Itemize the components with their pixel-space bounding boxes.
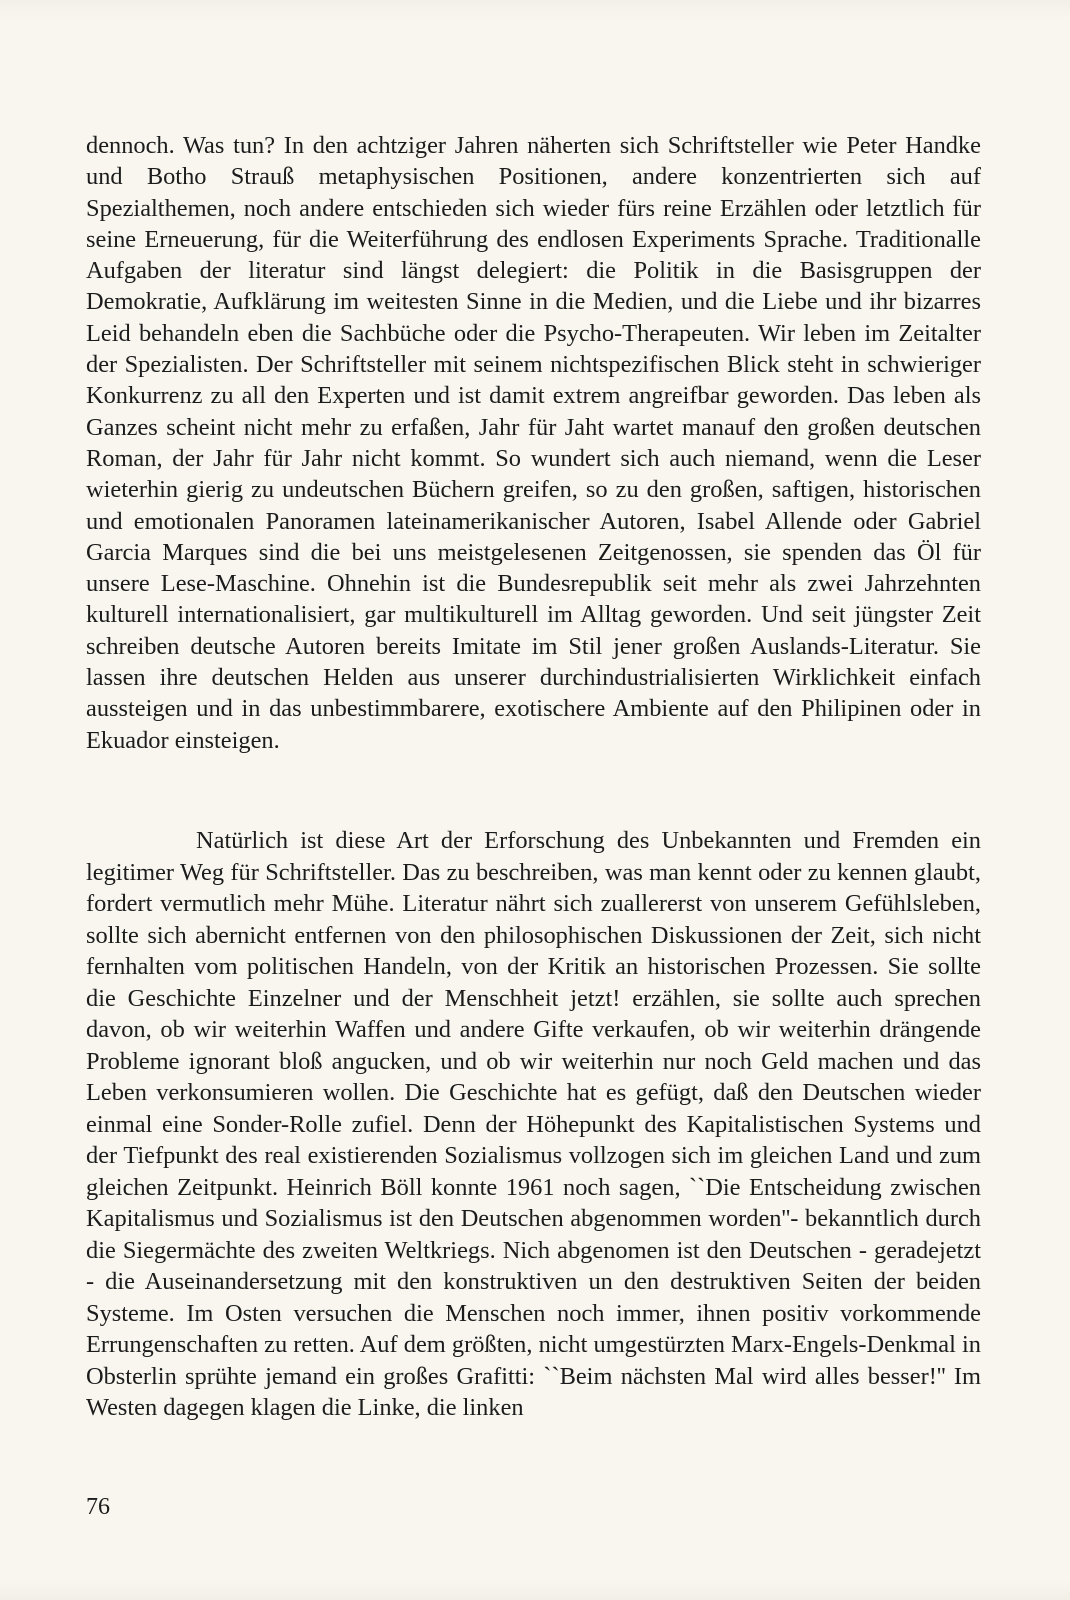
body-text-column-2 — [86, 825, 981, 1424]
page-number: 76 — [86, 1494, 110, 1520]
paragraph-1: dennoch. Was tun? In den achtziger Jahren näherten sich Schriftsteller wie Peter Handke und Botho Strauß metaphysischen Positionen, andere konzentrierten sich auf Spezialthemen, noch andere entschieden sich wieder fürs reine Erzählen oder letztlich für seine Erneuerung, für die Weiterführung des endlosen Experiments Sprache. Traditionalle Aufgaben der literatur sind längst delegiert: die Politik in die Basisgruppen der Demokratie, Aufklärung im weitesten Sinne in die Medien, und die Liebe und ihr bizarres Leid behandeln eben die Sachbüche oder die Psycho-Therapeuten. Wir leben im Zeitalter der Spezialisten. Der Schriftsteller mit seinem nichtspezifischen Blick steht in schwieriger Konkurrenz zu all den Experten und ist damit extrem angreifbar geworden. Das leben als Ganzes scheint nicht mehr zu erfaßen, Jahr für Jaht wartet manauf den großen deutschen Roman, der Jahr für Jahr nicht kommt. So wundert sich auch niemand, wenn die Leser wieterhin gierig zu undeutschen Büchern greifen, so zu den großen, saftigen, historischen und emotionalen Panoramen lateinamerikanischer Autoren, Isabel Allende oder Gabriel Garcia Marques sind die bei uns meistgelesenen Zeitgenossen, sie spenden das Öl für unsere Lese-Maschine. Ohnehin ist die Bundesrepublik seit mehr als zwei Jahrzehnten kulturell internationalisiert, gar multikulturell im Alltag geworden. Und seit jüngster Zeit schreiben deutsche Autoren bereits Imitate im Stil jener großen Auslands-Literatur. Sie lassen ihre deutschen Helden aus unserer durchindustrialisierten Wirklichkeit einfach aussteigen und in das unbestimmbarere, exotischere Ambiente auf den Philipinen oder in Ekuador einsteigen. — [86, 132, 981, 754]
paragraph-2: Natürlich ist diese Art der Erforschung des Unbekannten und Fremden ein legitimer Weg für Schriftsteller. Das zu beschreiben, was man kennt oder zu kennen glaubt, fordert vermutlich mehr Mühe. Literatur nährt sich zuallererst von unserem Gefühlsleben, sollte sich abernicht entfernen von den philosophischen Diskussionen der Zeit, sich nicht fernhalten vom politischen Handeln, von der Kritik an historischen Prozessen. Sie sollte die Geschichte Einzelner und der Menschheit jetzt! erzählen, sie sollte auch sprechen davon, ob wir weiterhin Waffen und andere Gifte verkaufen, ob wir weiterhin drängende Probleme ignorant bloß angucken, und ob wir weiterhin nur noch Geld machen und das Leben verkonsumieren wollen. Die Geschichte hat es gefügt, daß den Deutschen wieder einmal eine Sonder-Rolle zufiel. Denn der Höhepunkt des Kapitalistischen Systems und der Tiefpunkt des real existierenden Sozialismus vollzogen sich im gleichen Land und zum gleichen Zeitpunkt. Heinrich Böll konnte 1961 noch sagen, ``Die Entscheidung zwischen Kapitalismus und Sozialismus ist den Deutschen abgenommen worden''- bekanntlich durch die Siegermächte des zweiten Weltkriegs. Nich abgenomen ist den Deutschen - geradejetzt - die Auseinandersetzung mit den konstruktiven un den destruktiven Seiten der beiden Systeme. Im Osten versuchen die Menschen noch immer, ihnen positiv vorkommende Errungenschaften zu retten. Auf dem größten, nicht umgestürzten Marx-Engels-Denkmal in Obsterlin sprühte jemand ein großes Grafitti: ``Beim nächsten Mal wird alles besser!'' Im Westen dagegen klagen die Linke, die linken — [86, 827, 981, 1421]
body-text-column-1 — [86, 130, 981, 756]
